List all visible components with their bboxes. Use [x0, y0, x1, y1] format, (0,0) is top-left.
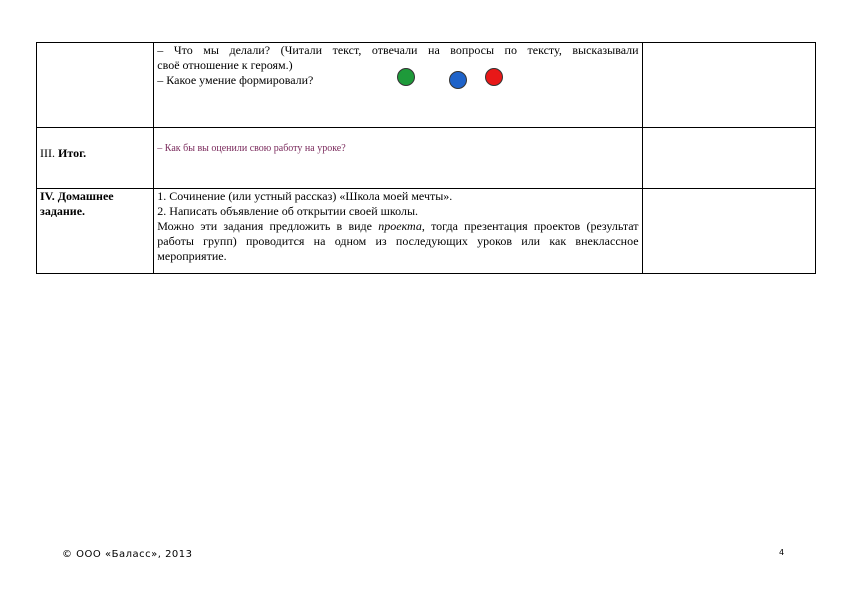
- homework-note: Можно эти задания предложить в виде проекта, тогда презентация проектов (результат работы групп) проводится на одном из последующих уроков или как внеклассное мероприятие.: [157, 219, 639, 263]
- stage-title: Домашнее задание.: [40, 189, 114, 218]
- homework-item-1: 1. Сочинение (или устный рассказ) «Школа моей мечты».: [157, 189, 453, 203]
- stage-cell: [37, 189, 154, 274]
- activity-cell: [154, 189, 642, 274]
- homework-item-2: 2. Написать объявление об открытии своей школы.: [157, 204, 419, 218]
- notes-cell: [642, 189, 815, 274]
- stage-title: Итог.: [58, 146, 87, 160]
- table-row-homework: [37, 189, 816, 274]
- reflection-question-2: – Какое умение формировали?: [157, 73, 314, 87]
- reflection-question-1: – Что мы делали? (Читали текст, отвечали на вопросы по тексту, высказывали: [157, 43, 639, 57]
- project-term: проекта: [378, 219, 422, 233]
- copyright-footer: © ООО «Баласс», 2013: [62, 549, 193, 560]
- reflection-question-1-cont: своё отношение к героям.): [157, 58, 293, 72]
- table-row-reflection: [37, 43, 816, 128]
- stage-number: IV.: [40, 189, 55, 203]
- table-row-summary: [37, 128, 816, 189]
- stage-cell: [37, 43, 154, 128]
- notes-cell: [642, 128, 815, 189]
- activity-cell: [154, 43, 642, 128]
- summary-question: – Как бы вы оценили свою работу на уроке?: [157, 143, 346, 154]
- stage-number: III.: [40, 146, 55, 160]
- activity-cell: [154, 128, 642, 189]
- page-number: 4: [779, 548, 785, 557]
- stage-cell: [37, 128, 154, 189]
- lesson-plan-table: [36, 42, 816, 274]
- notes-cell: [642, 43, 815, 128]
